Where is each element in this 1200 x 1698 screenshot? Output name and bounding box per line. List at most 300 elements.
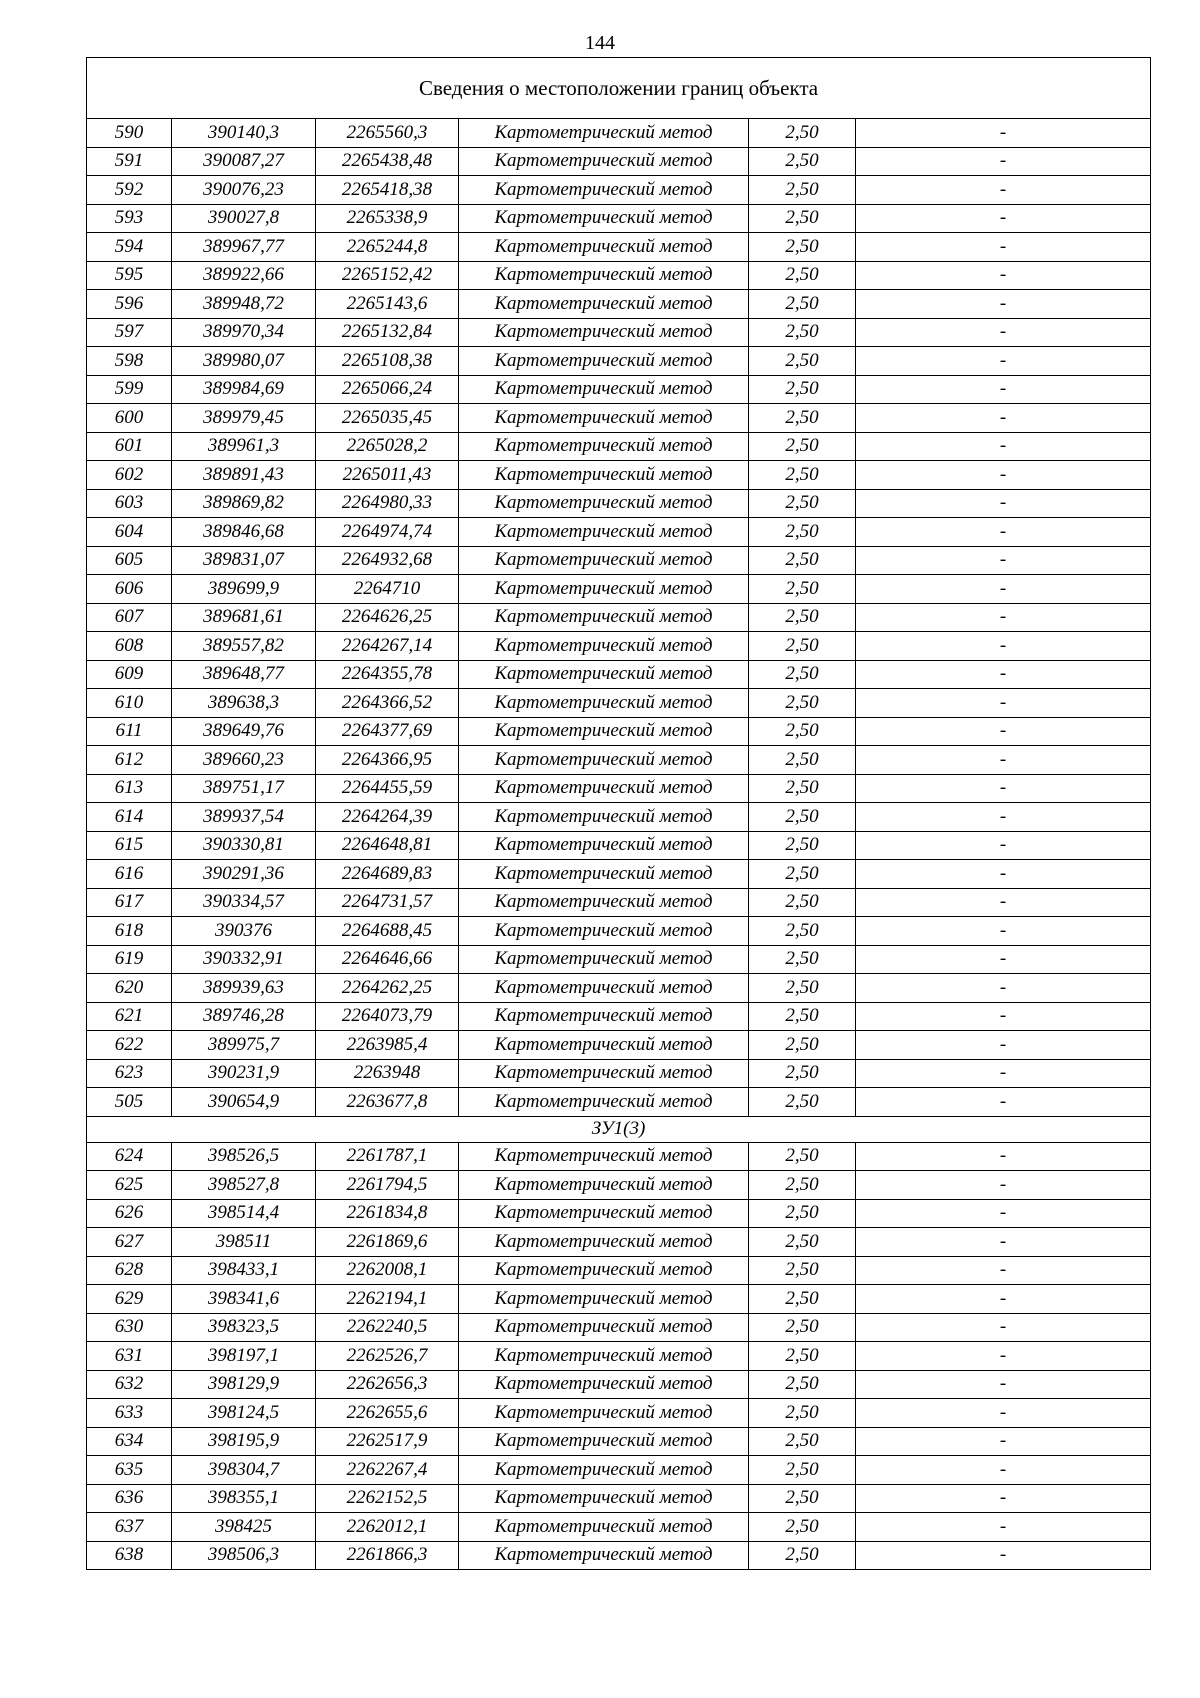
coord-y-cell: 2265132,84 <box>316 318 459 347</box>
coord-x-cell: 389557,82 <box>172 632 316 661</box>
coord-y-cell: 2264710 <box>316 575 459 604</box>
coord-x-cell: 389660,23 <box>172 746 316 775</box>
accuracy-cell: 2,50 <box>749 803 856 832</box>
method-cell: Картометрический метод <box>459 1285 749 1314</box>
coord-x-cell: 389980,07 <box>172 347 316 376</box>
coord-x-cell: 389970,34 <box>172 318 316 347</box>
accuracy-cell: 2,50 <box>749 404 856 433</box>
coord-y-cell: 2265028,2 <box>316 432 459 461</box>
method-cell: Картометрический метод <box>459 1002 749 1031</box>
point-number-cell: 594 <box>87 233 172 262</box>
table-row <box>87 1370 1151 1399</box>
point-number-cell: 602 <box>87 461 172 490</box>
table-row <box>87 860 1151 889</box>
method-cell: Картометрический метод <box>459 176 749 205</box>
point-number-cell: 609 <box>87 660 172 689</box>
coord-x-cell: 389648,77 <box>172 660 316 689</box>
method-cell: Картометрический метод <box>459 233 749 262</box>
table-row <box>87 974 1151 1003</box>
description-cell: - <box>856 1256 1151 1285</box>
accuracy-cell: 2,50 <box>749 1031 856 1060</box>
coord-x-cell: 390140,3 <box>172 119 316 148</box>
description-cell: - <box>856 1399 1151 1428</box>
point-number-cell: 625 <box>87 1171 172 1200</box>
table-row <box>87 404 1151 433</box>
accuracy-cell: 2,50 <box>749 632 856 661</box>
coord-y-cell: 2261787,1 <box>316 1142 459 1171</box>
description-cell: - <box>856 1285 1151 1314</box>
method-cell: Картометрический метод <box>459 1399 749 1428</box>
method-cell: Картометрический метод <box>459 1513 749 1542</box>
coord-y-cell: 2264355,78 <box>316 660 459 689</box>
method-cell: Картометрический метод <box>459 404 749 433</box>
method-cell: Картометрический метод <box>459 375 749 404</box>
accuracy-cell: 2,50 <box>749 603 856 632</box>
method-cell: Картометрический метод <box>459 318 749 347</box>
coord-y-cell: 2261834,8 <box>316 1199 459 1228</box>
description-cell: - <box>856 518 1151 547</box>
coord-y-cell: 2264689,83 <box>316 860 459 889</box>
table-body <box>87 58 1151 1570</box>
table-row <box>87 888 1151 917</box>
accuracy-cell: 2,50 <box>749 1142 856 1171</box>
method-cell: Картометрический метод <box>459 774 749 803</box>
description-cell: - <box>856 432 1151 461</box>
method-cell: Картометрический метод <box>459 1427 749 1456</box>
point-number-cell: 631 <box>87 1342 172 1371</box>
coord-y-cell: 2264731,57 <box>316 888 459 917</box>
coord-y-cell: 2264262,25 <box>316 974 459 1003</box>
coord-y-cell: 2263677,8 <box>316 1088 459 1117</box>
point-number-cell: 612 <box>87 746 172 775</box>
coord-x-cell: 389746,28 <box>172 1002 316 1031</box>
description-cell: - <box>856 1313 1151 1342</box>
coord-x-cell: 389939,63 <box>172 974 316 1003</box>
method-cell: Картометрический метод <box>459 432 749 461</box>
accuracy-cell: 2,50 <box>749 546 856 575</box>
point-number-cell: 628 <box>87 1256 172 1285</box>
accuracy-cell: 2,50 <box>749 518 856 547</box>
method-cell: Картометрический метод <box>459 717 749 746</box>
coord-x-cell: 398506,3 <box>172 1541 316 1570</box>
coord-y-cell: 2262008,1 <box>316 1256 459 1285</box>
coord-y-cell: 2261869,6 <box>316 1228 459 1257</box>
description-cell: - <box>856 746 1151 775</box>
point-number-cell: 637 <box>87 1513 172 1542</box>
accuracy-cell: 2,50 <box>749 1513 856 1542</box>
point-number-cell: 615 <box>87 831 172 860</box>
coord-y-cell: 2262012,1 <box>316 1513 459 1542</box>
description-cell: - <box>856 1541 1151 1570</box>
method-cell: Картометрический метод <box>459 632 749 661</box>
method-cell: Картометрический метод <box>459 1228 749 1257</box>
table-row <box>87 803 1151 832</box>
point-number-cell: 505 <box>87 1088 172 1117</box>
coord-y-cell: 2264264,39 <box>316 803 459 832</box>
coord-x-cell: 398527,8 <box>172 1171 316 1200</box>
accuracy-cell: 2,50 <box>749 689 856 718</box>
point-number-cell: 618 <box>87 917 172 946</box>
coord-y-cell: 2264626,25 <box>316 603 459 632</box>
point-number-cell: 626 <box>87 1199 172 1228</box>
table-row <box>87 660 1151 689</box>
coord-x-cell: 389975,7 <box>172 1031 316 1060</box>
accuracy-cell: 2,50 <box>749 1088 856 1117</box>
coord-x-cell: 390376 <box>172 917 316 946</box>
coord-y-cell: 2262152,5 <box>316 1484 459 1513</box>
accuracy-cell: 2,50 <box>749 575 856 604</box>
table-row <box>87 290 1151 319</box>
accuracy-cell: 2,50 <box>749 261 856 290</box>
coord-x-cell: 389831,07 <box>172 546 316 575</box>
coord-x-cell: 398355,1 <box>172 1484 316 1513</box>
table-row <box>87 432 1151 461</box>
coord-y-cell: 2264366,95 <box>316 746 459 775</box>
coord-y-cell: 2261794,5 <box>316 1171 459 1200</box>
coord-x-cell: 390654,9 <box>172 1088 316 1117</box>
method-cell: Картометрический метод <box>459 1342 749 1371</box>
table-row <box>87 1088 1151 1117</box>
description-cell: - <box>856 774 1151 803</box>
coord-y-cell: 2264455,59 <box>316 774 459 803</box>
description-cell: - <box>856 1088 1151 1117</box>
description-cell: - <box>856 1342 1151 1371</box>
coord-x-cell: 398195,9 <box>172 1427 316 1456</box>
coord-x-cell: 389937,54 <box>172 803 316 832</box>
method-cell: Картометрический метод <box>459 575 749 604</box>
description-cell: - <box>856 375 1151 404</box>
coord-x-cell: 389948,72 <box>172 290 316 319</box>
accuracy-cell: 2,50 <box>749 1171 856 1200</box>
accuracy-cell: 2,50 <box>749 774 856 803</box>
coord-y-cell: 2265560,3 <box>316 119 459 148</box>
point-number-cell: 621 <box>87 1002 172 1031</box>
method-cell: Картометрический метод <box>459 518 749 547</box>
description-cell: - <box>856 860 1151 889</box>
table-row <box>87 1228 1151 1257</box>
accuracy-cell: 2,50 <box>749 917 856 946</box>
description-cell: - <box>856 945 1151 974</box>
table-row <box>87 1142 1151 1171</box>
coord-x-cell: 389751,17 <box>172 774 316 803</box>
description-cell: - <box>856 1199 1151 1228</box>
accuracy-cell: 2,50 <box>749 1256 856 1285</box>
coord-y-cell: 2264366,52 <box>316 689 459 718</box>
coord-x-cell: 389699,9 <box>172 575 316 604</box>
coord-y-cell: 2264932,68 <box>316 546 459 575</box>
method-cell: Картометрический метод <box>459 1313 749 1342</box>
method-cell: Картометрический метод <box>459 860 749 889</box>
table-row <box>87 717 1151 746</box>
accuracy-cell: 2,50 <box>749 1228 856 1257</box>
accuracy-cell: 2,50 <box>749 147 856 176</box>
coord-x-cell: 398323,5 <box>172 1313 316 1342</box>
point-number-cell: 635 <box>87 1456 172 1485</box>
accuracy-cell: 2,50 <box>749 1342 856 1371</box>
coord-y-cell: 2264688,45 <box>316 917 459 946</box>
description-cell: - <box>856 1142 1151 1171</box>
description-cell: - <box>856 204 1151 233</box>
description-cell: - <box>856 974 1151 1003</box>
method-cell: Картометрический метод <box>459 888 749 917</box>
point-number-cell: 591 <box>87 147 172 176</box>
accuracy-cell: 2,50 <box>749 233 856 262</box>
description-cell: - <box>856 1171 1151 1200</box>
method-cell: Картометрический метод <box>459 204 749 233</box>
method-cell: Картометрический метод <box>459 119 749 148</box>
method-cell: Картометрический метод <box>459 290 749 319</box>
coord-x-cell: 398433,1 <box>172 1256 316 1285</box>
coord-x-cell: 398514,4 <box>172 1199 316 1228</box>
table-row <box>87 831 1151 860</box>
accuracy-cell: 2,50 <box>749 888 856 917</box>
point-number-cell: 603 <box>87 489 172 518</box>
point-number-cell: 632 <box>87 1370 172 1399</box>
coord-x-cell: 389649,76 <box>172 717 316 746</box>
coord-x-cell: 390027,8 <box>172 204 316 233</box>
description-cell: - <box>856 1002 1151 1031</box>
point-number-cell: 597 <box>87 318 172 347</box>
table-row <box>87 689 1151 718</box>
description-cell: - <box>856 575 1151 604</box>
point-number-cell: 611 <box>87 717 172 746</box>
point-number-cell: 629 <box>87 1285 172 1314</box>
point-number-cell: 624 <box>87 1142 172 1171</box>
table-row <box>87 489 1151 518</box>
coord-x-cell: 398526,5 <box>172 1142 316 1171</box>
point-number-cell: 617 <box>87 888 172 917</box>
accuracy-cell: 2,50 <box>749 119 856 148</box>
method-cell: Картометрический метод <box>459 603 749 632</box>
coord-x-cell: 390332,91 <box>172 945 316 974</box>
description-cell: - <box>856 917 1151 946</box>
table-row <box>87 119 1151 148</box>
section-label: ЗУ1(3) <box>87 1116 1151 1142</box>
table-row <box>87 603 1151 632</box>
coord-y-cell: 2262194,1 <box>316 1285 459 1314</box>
accuracy-cell: 2,50 <box>749 746 856 775</box>
description-cell: - <box>856 1031 1151 1060</box>
accuracy-cell: 2,50 <box>749 660 856 689</box>
method-cell: Картометрический метод <box>459 689 749 718</box>
description-cell: - <box>856 603 1151 632</box>
description-cell: - <box>856 1228 1151 1257</box>
coord-x-cell: 390231,9 <box>172 1059 316 1088</box>
description-cell: - <box>856 888 1151 917</box>
method-cell: Картометрический метод <box>459 1370 749 1399</box>
coord-y-cell: 2265108,38 <box>316 347 459 376</box>
accuracy-cell: 2,50 <box>749 1059 856 1088</box>
point-number-cell: 634 <box>87 1427 172 1456</box>
coord-y-cell: 2265338,9 <box>316 204 459 233</box>
table-title-row <box>87 58 1151 119</box>
coord-x-cell: 389869,82 <box>172 489 316 518</box>
accuracy-cell: 2,50 <box>749 489 856 518</box>
table-row <box>87 176 1151 205</box>
point-number-cell: 622 <box>87 1031 172 1060</box>
table-row <box>87 632 1151 661</box>
point-number-cell: 601 <box>87 432 172 461</box>
coord-y-cell: 2264377,69 <box>316 717 459 746</box>
description-cell: - <box>856 147 1151 176</box>
point-number-cell: 606 <box>87 575 172 604</box>
method-cell: Картометрический метод <box>459 261 749 290</box>
accuracy-cell: 2,50 <box>749 717 856 746</box>
coord-y-cell: 2261866,3 <box>316 1541 459 1570</box>
description-cell: - <box>856 1059 1151 1088</box>
point-number-cell: 627 <box>87 1228 172 1257</box>
coord-y-cell: 2265152,42 <box>316 261 459 290</box>
coord-x-cell: 389979,45 <box>172 404 316 433</box>
coord-x-cell: 389961,3 <box>172 432 316 461</box>
point-number-cell: 616 <box>87 860 172 889</box>
table-row <box>87 375 1151 404</box>
method-cell: Картометрический метод <box>459 1456 749 1485</box>
method-cell: Картометрический метод <box>459 1142 749 1171</box>
accuracy-cell: 2,50 <box>749 1313 856 1342</box>
point-number-cell: 620 <box>87 974 172 1003</box>
method-cell: Картометрический метод <box>459 1541 749 1570</box>
coord-y-cell: 2263948 <box>316 1059 459 1088</box>
description-cell: - <box>856 318 1151 347</box>
coord-x-cell: 398124,5 <box>172 1399 316 1428</box>
page-number: 144 <box>585 32 615 54</box>
table-row <box>87 347 1151 376</box>
description-cell: - <box>856 660 1151 689</box>
method-cell: Картометрический метод <box>459 1199 749 1228</box>
point-number-cell: 636 <box>87 1484 172 1513</box>
table-row <box>87 1456 1151 1485</box>
point-number-cell: 595 <box>87 261 172 290</box>
table-row <box>87 261 1151 290</box>
description-cell: - <box>856 176 1151 205</box>
method-cell: Картометрический метод <box>459 1088 749 1117</box>
description-cell: - <box>856 717 1151 746</box>
method-cell: Картометрический метод <box>459 1256 749 1285</box>
accuracy-cell: 2,50 <box>749 1456 856 1485</box>
table-row <box>87 1031 1151 1060</box>
boundary-coordinates-table <box>86 57 1151 1570</box>
table-row <box>87 1002 1151 1031</box>
table-row <box>87 1313 1151 1342</box>
point-number-cell: 600 <box>87 404 172 433</box>
coord-x-cell: 398197,1 <box>172 1342 316 1371</box>
coord-y-cell: 2263985,4 <box>316 1031 459 1060</box>
accuracy-cell: 2,50 <box>749 831 856 860</box>
table-row <box>87 1427 1151 1456</box>
coord-y-cell: 2264267,14 <box>316 632 459 661</box>
table-row <box>87 1513 1151 1542</box>
description-cell: - <box>856 489 1151 518</box>
accuracy-cell: 2,50 <box>749 347 856 376</box>
table-title: Сведения о местоположении границ объекта <box>87 58 1151 119</box>
coord-x-cell: 398511 <box>172 1228 316 1257</box>
coord-x-cell: 389891,43 <box>172 461 316 490</box>
table-row <box>87 233 1151 262</box>
description-cell: - <box>856 1513 1151 1542</box>
accuracy-cell: 2,50 <box>749 375 856 404</box>
table-row <box>87 917 1151 946</box>
accuracy-cell: 2,50 <box>749 860 856 889</box>
point-number-cell: 598 <box>87 347 172 376</box>
accuracy-cell: 2,50 <box>749 432 856 461</box>
method-cell: Картометрический метод <box>459 546 749 575</box>
accuracy-cell: 2,50 <box>749 1427 856 1456</box>
coord-x-cell: 398304,7 <box>172 1456 316 1485</box>
accuracy-cell: 2,50 <box>749 204 856 233</box>
table-row <box>87 945 1151 974</box>
table-row <box>87 1484 1151 1513</box>
coord-y-cell: 2265066,24 <box>316 375 459 404</box>
description-cell: - <box>856 546 1151 575</box>
coord-y-cell: 2262655,6 <box>316 1399 459 1428</box>
coord-x-cell: 390291,36 <box>172 860 316 889</box>
point-number-cell: 593 <box>87 204 172 233</box>
point-number-cell: 599 <box>87 375 172 404</box>
description-cell: - <box>856 632 1151 661</box>
description-cell: - <box>856 233 1151 262</box>
accuracy-cell: 2,50 <box>749 1541 856 1570</box>
point-number-cell: 633 <box>87 1399 172 1428</box>
coord-y-cell: 2265438,48 <box>316 147 459 176</box>
method-cell: Картометрический метод <box>459 1171 749 1200</box>
coord-y-cell: 2265418,38 <box>316 176 459 205</box>
point-number-cell: 638 <box>87 1541 172 1570</box>
description-cell: - <box>856 1427 1151 1456</box>
point-number-cell: 592 <box>87 176 172 205</box>
coord-y-cell: 2265244,8 <box>316 233 459 262</box>
coord-y-cell: 2264980,33 <box>316 489 459 518</box>
accuracy-cell: 2,50 <box>749 1484 856 1513</box>
method-cell: Картометрический метод <box>459 945 749 974</box>
coord-x-cell: 398425 <box>172 1513 316 1542</box>
coord-y-cell: 2264073,79 <box>316 1002 459 1031</box>
coord-x-cell: 398341,6 <box>172 1285 316 1314</box>
point-number-cell: 619 <box>87 945 172 974</box>
table-row <box>87 1285 1151 1314</box>
table-row <box>87 1541 1151 1570</box>
description-cell: - <box>856 290 1151 319</box>
table-row <box>87 1199 1151 1228</box>
method-cell: Картометрический метод <box>459 660 749 689</box>
description-cell: - <box>856 347 1151 376</box>
accuracy-cell: 2,50 <box>749 974 856 1003</box>
accuracy-cell: 2,50 <box>749 1399 856 1428</box>
accuracy-cell: 2,50 <box>749 1285 856 1314</box>
coord-x-cell: 389681,61 <box>172 603 316 632</box>
method-cell: Картометрический метод <box>459 147 749 176</box>
coord-x-cell: 389967,77 <box>172 233 316 262</box>
table-row <box>87 774 1151 803</box>
point-number-cell: 604 <box>87 518 172 547</box>
coord-x-cell: 390076,23 <box>172 176 316 205</box>
method-cell: Картометрический метод <box>459 917 749 946</box>
coord-x-cell: 398129,9 <box>172 1370 316 1399</box>
accuracy-cell: 2,50 <box>749 1370 856 1399</box>
coord-y-cell: 2264648,81 <box>316 831 459 860</box>
description-cell: - <box>856 1370 1151 1399</box>
description-cell: - <box>856 1456 1151 1485</box>
point-number-cell: 608 <box>87 632 172 661</box>
point-number-cell: 605 <box>87 546 172 575</box>
table-row <box>87 1342 1151 1371</box>
coord-x-cell: 390087,27 <box>172 147 316 176</box>
point-number-cell: 590 <box>87 119 172 148</box>
accuracy-cell: 2,50 <box>749 318 856 347</box>
coord-y-cell: 2265035,45 <box>316 404 459 433</box>
coord-x-cell: 389638,3 <box>172 689 316 718</box>
method-cell: Картометрический метод <box>459 746 749 775</box>
